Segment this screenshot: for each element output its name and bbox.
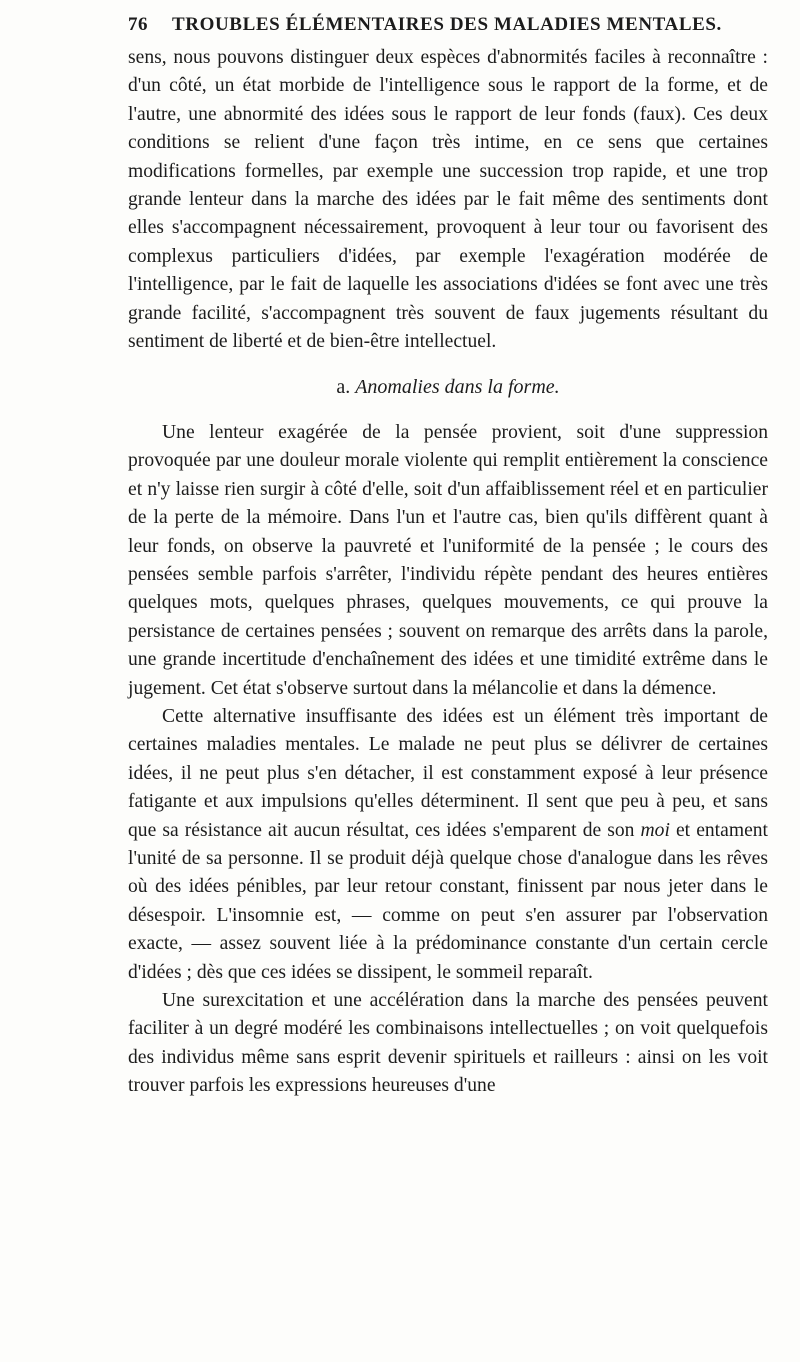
paragraph: Une surexcitation et une accélération dans la marche des pensées peuvent faciliter à un degré modéré les combinaisons intellectuelles ; on voit quelquefois des individus même sans esprit devenir spirituels et railleurs : ainsi on les voit trouver parfois les expressions heureuses d'une: [128, 990, 768, 1097]
page-number: 76: [128, 14, 148, 35]
section-letter: a.: [336, 376, 351, 399]
section-heading: [128, 373, 768, 401]
paragraph: [128, 703, 768, 987]
page-header: [128, 14, 768, 42]
paragraph: Une lenteur exagérée de la pensée provient, soit d'une suppression provoquée par une douleur morale violente qui remplit entièrement la conscience et n'y laisse rien surgir à côté d'elle, soit d'un affaiblissement réel et en particulier de la perte de la mémoire. Dans l'un et l'autre cas, bien qu'ils diffèrent quant à leur fonds, on observe la pauvreté et l'uniformité de la pensée ; le cours des pensées semble parfois s'arrêter, l'individu répète pendant des heures entières quelques mots, quelques phrases, quelques mouvements, ce qui prouve la persistance de certaines pensées ; souvent on remarque des arrêts dans la parole, une grande incertitude d'enchaînement des idées et une timidité extrême dans le jugement. Cet état s'observe surtout dans la mélancolie et dans la démence.: [128, 421, 768, 699]
paragraph-text: Cette alternative insuffisante des idées est un élément très important de certaines maladies mentales. Le malade ne peut plus se délivrer de certaines idées, il ne peut plus s'en détacher, il est constamment exposé à leur présence fatigante et aux impulsions qu'elles déterminent. Il sent que peu à peu, et sans que sa résistance ait aucun résultat, ces idées s'emparent de son: [128, 705, 768, 841]
italic-word: moi: [640, 819, 670, 841]
paragraph-text: et entament l'unité de sa personne. Il se produit déjà quelque chose d'analogue dans les rêves où des idées pénibles, par leur retour constant, finissent par nous jeter dans le désespoir. L'insomnie est, — comme on peut s'en assurer par l'observation exacte, — assez souvent liée à la prédominance constante d'un certain cercle d'idées ; dès que ces idées se dissipent, le sommeil reparaît.: [128, 819, 769, 983]
paragraph-continued: sens, nous pouvons distinguer deux espèces d'abnormités faciles à reconnaître : d'un côté, un état morbide de l'intelligence sous le rapport de la forme, et de l'autre, une abnormité des idées sous le rapport de leur fonds (faux). Ces deux conditions se relient d'une façon très intime, en ce sens que certaines modifications formelles, par exemple une succession trop rapide, et une trop grande lenteur dans la marche des idées par le fait même des sentiments dont elles s'accompagnent nécessairement, provoquent à leur tour ou favorisent des complexus particuliers d'idées, par exemple l'exagération modérée de l'intelligence, par le fait de laquelle les associations d'idées se font avec une très grande facilité, s'accompagnent très souvent de faux jugements résultant du sentiment de liberté et de bien-être intellectuel.: [128, 47, 768, 353]
running-title: TROUBLES ÉLÉMENTAIRES DES MALADIES MENTALES.: [172, 14, 722, 35]
body-text: [128, 44, 768, 1101]
section-title: Anomalies dans la forme.: [355, 376, 560, 399]
